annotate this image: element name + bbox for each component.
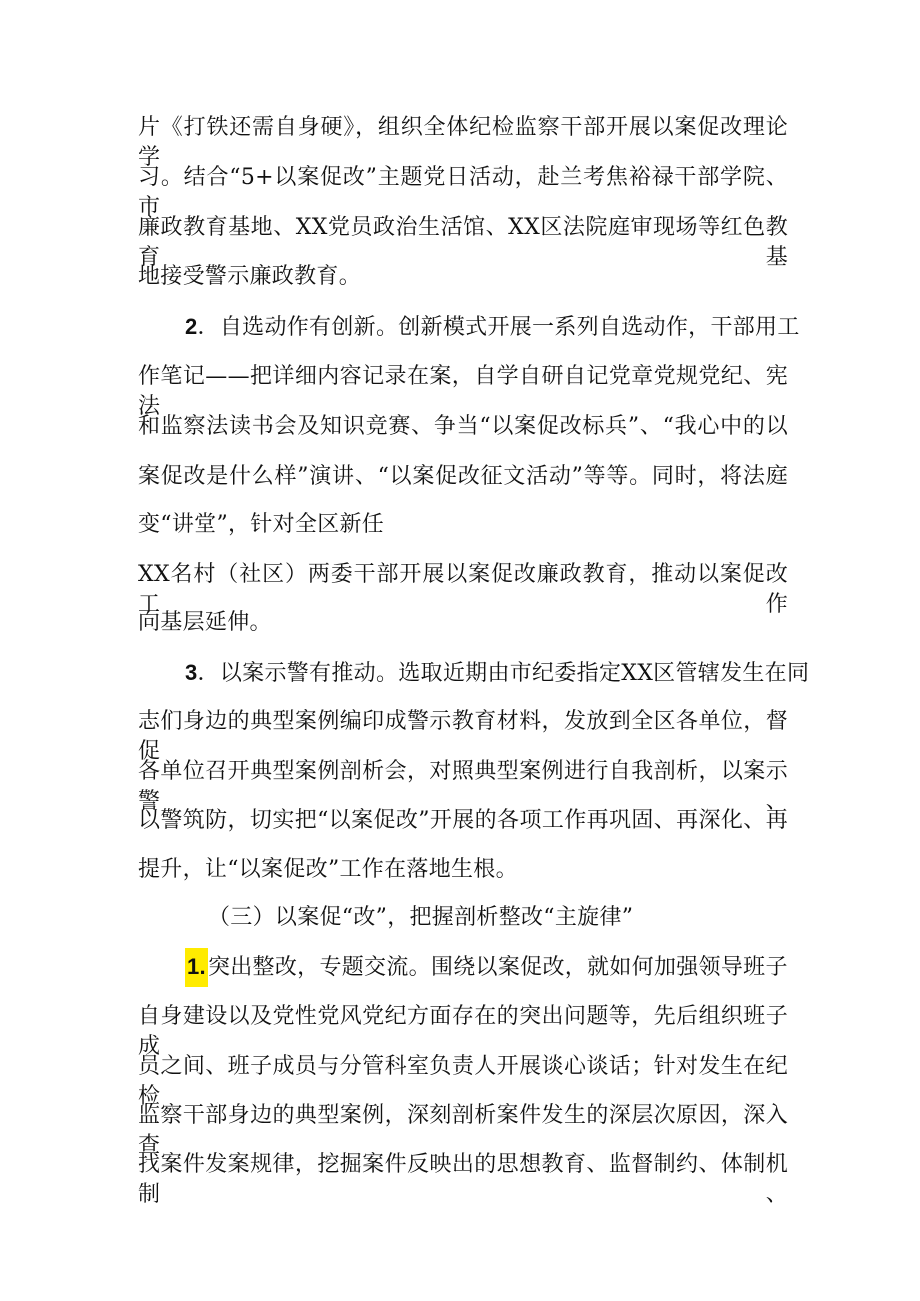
paragraph-line: 各单位召开典型案例剖析会，对照典型案例进行自我剖析，以案示警、 [138, 759, 788, 814]
paragraph-line: 志们身边的典型案例编印成警示教育材料，发放到全区各单位，督促 [138, 709, 788, 764]
paragraph-line: 员之间、班子成员与分管科室负责人开展谈心谈话；针对发生在纪检 [138, 1054, 788, 1109]
paragraph-line: 作笔记——把详细内容记录在案，自学自研自记党章党规党纪、宪法 [138, 364, 788, 419]
paragraph-line: 监察干部身边的典型案例，深刻剖析案件发生的深层次原因，深入查 [138, 1103, 788, 1158]
paragraph-line: 找案件发案规律，挖掘案件反映出的思想教育、监督制约、体制机制、 [138, 1152, 788, 1207]
paragraph-line: 片《打铁还需自身硬》，组织全体纪检监察干部开展以案促改理论学 [138, 115, 788, 170]
item-3-first-line [185, 658, 835, 689]
paragraph-line: 自身建设以及党性党风党纪方面存在的突出问题等，先后组织班子成 [138, 1004, 788, 1059]
item-3-number: 3 [185, 660, 198, 685]
item-2-first-line [185, 312, 835, 343]
paragraph-line: 地接受警示廉政教育。 [138, 264, 362, 289]
paragraph-line: 向基层延伸。 [138, 610, 272, 635]
paragraph-line: 习。结合“5+以案促改”主题党日活动，赴兰考焦裕禄干部学院、市 [138, 165, 788, 220]
section-subheading: （三）以案促“改”，把握剖析整改“主旋律” [208, 905, 634, 930]
item-1-first-line [185, 952, 835, 983]
paragraph-line: 廉政教育基地、XX党员政治生活馆、XX区法院庭审现场等红色教育基 [138, 215, 788, 270]
paragraph-line: 以警筑防，切实把“以案促改”开展的各项工作再巩固、再深化、再 [138, 808, 788, 833]
paragraph-line: 变“讲堂”，针对全区新任 [138, 512, 385, 537]
item-3-heading: ．以案示警有推动。选取近期由市纪委指定XX区管辖发生在同 [197, 661, 810, 686]
item-2-number: 2 [185, 314, 198, 339]
paragraph-line: 和监察法读书会及知识竞赛、争当“以案促改标兵”、“我心中的以 [138, 414, 788, 439]
paragraph-line: 案促改是什么样”演讲、“以案促改征文活动”等等。同时，将法庭 [138, 464, 788, 489]
item-1-heading: 突出整改，专题交流。围绕以案促改，就如何加强领导班子 [207, 955, 788, 980]
item-2-heading: ．自选动作有创新。创新模式开展一系列自选动作，干部用工 [197, 315, 800, 340]
paragraph-line: 提升，让“以案促改”工作在落地生根。 [138, 857, 518, 882]
highlighted-item-number: 1. [185, 948, 208, 987]
paragraph-line: XX名村（社区）两委干部开展以案促改廉政教育，推动以案促改工作 [138, 562, 788, 617]
